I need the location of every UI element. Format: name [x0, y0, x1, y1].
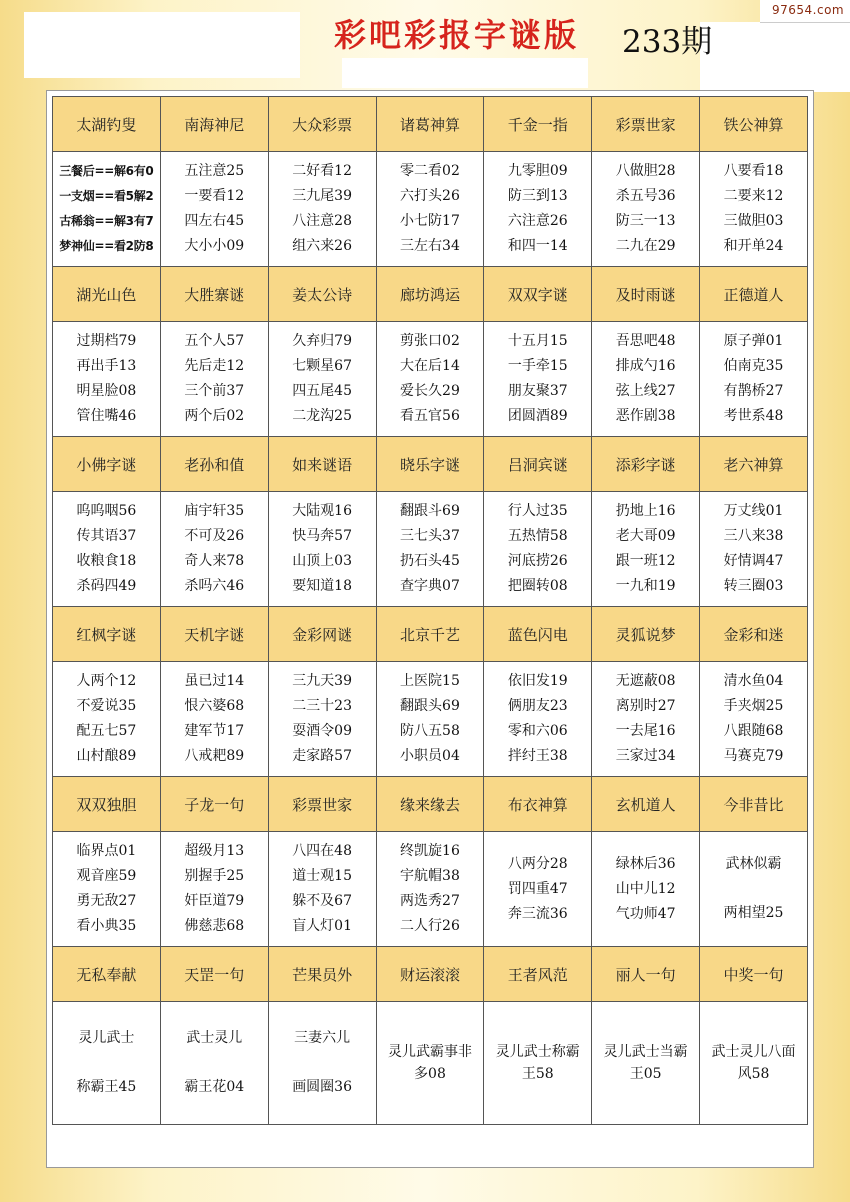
- riddle-line: 三九天39: [292, 673, 353, 689]
- riddle-cell: [484, 832, 592, 947]
- riddle-line: 翻跟斗69: [400, 503, 460, 519]
- issue-number: 233期: [622, 24, 713, 60]
- riddle-line: 两选秀27: [400, 893, 460, 909]
- riddle-line: 翻跟头69: [400, 698, 460, 714]
- content-row: [53, 832, 808, 947]
- riddle-line: 先后走12: [184, 358, 245, 374]
- content-row: [53, 662, 808, 777]
- column-header: 金彩网谜: [268, 607, 376, 662]
- riddle-line: 两个后02: [184, 408, 245, 424]
- riddle-line: 团圆酒89: [507, 408, 568, 424]
- riddle-cell: [376, 832, 484, 947]
- riddle-cell: [53, 322, 161, 437]
- riddle-cell: [484, 322, 592, 437]
- page-title: 彩吧彩报字谜版: [334, 16, 580, 54]
- riddle-line: 八四在48: [292, 843, 353, 859]
- riddle-line: 和四一14: [507, 238, 568, 254]
- riddle-line: 宇航帽38: [400, 868, 460, 884]
- riddle-line: 伯南克35: [723, 358, 784, 374]
- riddle-line: 九零胆09: [507, 163, 568, 179]
- riddle-line: 管住嘴46: [76, 408, 137, 424]
- column-header: 正德道人: [700, 267, 808, 322]
- riddle-line: 一要看12: [184, 188, 245, 204]
- riddle-line: 杀五号36: [615, 188, 676, 204]
- riddle-line: 梦神仙==看2防8: [59, 239, 154, 253]
- riddle-line: 画圆圈36: [292, 1079, 353, 1095]
- riddle-cell: [160, 322, 268, 437]
- riddle-line: 称霸王45: [76, 1079, 137, 1095]
- riddle-line: 灵儿武士当霸王05: [603, 1044, 688, 1082]
- riddle-line: 恶作剧38: [615, 408, 676, 424]
- column-header: 及时雨谜: [592, 267, 700, 322]
- riddle-cell: [592, 832, 700, 947]
- riddle-line: 大小小09: [184, 238, 245, 254]
- riddle-line: 道士观15: [292, 868, 353, 884]
- blank-box-right: [700, 22, 850, 92]
- riddle-line: 爱长久29: [400, 383, 460, 399]
- riddle-line: 大在后14: [400, 358, 460, 374]
- content-row: [53, 152, 808, 267]
- riddle-line: 八戒耙89: [184, 748, 245, 764]
- column-header: 双双独胆: [53, 777, 161, 832]
- riddle-cell: [53, 832, 161, 947]
- riddle-line: 奔三流36: [507, 905, 568, 922]
- riddle-line: 山中儿12: [615, 880, 676, 897]
- riddle-line: 小七防17: [400, 213, 460, 229]
- riddle-cell: [376, 1002, 484, 1125]
- riddle-table: [52, 96, 808, 1125]
- riddle-line: 防三一13: [615, 213, 676, 229]
- riddle-line: 武林似霸: [725, 856, 782, 872]
- column-header: 湖光山色: [53, 267, 161, 322]
- header-row: [53, 607, 808, 662]
- riddle-line: 五热情58: [507, 528, 568, 544]
- riddle-line: 明星脸08: [76, 383, 137, 399]
- riddle-cell: [592, 322, 700, 437]
- riddle-cell: [700, 152, 808, 267]
- riddle-line: 零和六06: [507, 723, 568, 739]
- riddle-line: 恨六婆68: [184, 698, 245, 714]
- riddle-line: 庙宇轩35: [184, 503, 245, 519]
- riddle-line: 山顶上03: [292, 553, 353, 569]
- riddle-line: 武士灵儿: [186, 1030, 243, 1046]
- column-header: 灵狐说梦: [592, 607, 700, 662]
- riddle-cell: [700, 832, 808, 947]
- riddle-line: 两相望25: [723, 905, 784, 921]
- riddle-cell: [592, 662, 700, 777]
- riddle-cell: [268, 492, 376, 607]
- riddle-line: 灵儿武霸事非多08: [387, 1044, 472, 1082]
- header-row: [53, 947, 808, 1002]
- riddle-line: 一支烟==看5解2: [59, 189, 154, 203]
- header-row: [53, 97, 808, 152]
- riddle-line: 行人过35: [507, 503, 568, 519]
- riddle-line: 一去尾16: [615, 723, 676, 739]
- column-header: 北京千艺: [376, 607, 484, 662]
- riddle-line: 三九尾39: [292, 188, 353, 204]
- column-header: 诸葛神算: [376, 97, 484, 152]
- header-row: [53, 437, 808, 492]
- riddle-line: 清水鱼04: [723, 673, 784, 689]
- riddle-line: 气功师47: [615, 905, 676, 922]
- riddle-cell: [592, 1002, 700, 1125]
- riddle-line: 离别时27: [615, 698, 676, 714]
- riddle-line: 俩朋友23: [507, 698, 568, 714]
- column-header: 老孙和值: [160, 437, 268, 492]
- watermark-text: 97654.com: [772, 3, 845, 17]
- riddle-line: 好情调47: [723, 553, 784, 569]
- riddle-cell: [160, 832, 268, 947]
- riddle-line: 六注意26: [507, 213, 568, 229]
- riddle-cell: [376, 322, 484, 437]
- riddle-line: 收粮食18: [76, 553, 137, 569]
- riddle-line: 奇人来78: [184, 553, 245, 569]
- riddle-cell: [700, 662, 808, 777]
- riddle-cell: [484, 1002, 592, 1125]
- riddle-line: 久弃归79: [292, 333, 353, 349]
- riddle-line: 二要来12: [723, 188, 784, 204]
- column-header: 姜太公诗: [268, 267, 376, 322]
- column-header: 南海神尼: [160, 97, 268, 152]
- riddle-line: 二九在29: [615, 238, 676, 254]
- column-header: 无私奉献: [53, 947, 161, 1002]
- riddle-line: 终凯旋16: [400, 843, 460, 859]
- riddle-line: 四左右45: [184, 213, 245, 229]
- riddle-line: 走家路57: [292, 748, 353, 764]
- column-header: 玄机道人: [592, 777, 700, 832]
- riddle-cell: [484, 152, 592, 267]
- riddle-line: 临界点01: [76, 843, 137, 859]
- riddle-line: 杀码四49: [76, 578, 137, 594]
- riddle-line: 原子弹01: [723, 333, 784, 349]
- blank-box-center: [342, 58, 588, 88]
- riddle-line: 老大哥09: [615, 528, 676, 544]
- column-header: 缘来缘去: [376, 777, 484, 832]
- riddle-line: 跟一班12: [615, 553, 676, 569]
- riddle-line: 再出手13: [76, 358, 137, 374]
- riddle-line: 上医院15: [400, 673, 460, 689]
- riddle-cell: [53, 492, 161, 607]
- riddle-line: 防八五58: [400, 723, 460, 739]
- column-header: 吕洞宾谜: [484, 437, 592, 492]
- column-header: 中奖一句: [700, 947, 808, 1002]
- riddle-line: 三餐后==解6有0: [59, 164, 154, 178]
- riddle-cell: [53, 1002, 161, 1125]
- riddle-line: 和开单24: [723, 238, 784, 254]
- line-gap: [700, 877, 807, 901]
- riddle-line: 霸王花04: [184, 1079, 245, 1095]
- riddle-line: 三家过34: [615, 748, 676, 764]
- riddle-line: 人两个12: [76, 673, 137, 689]
- riddle-line: 无遮蔽08: [615, 673, 676, 689]
- riddle-cell: [376, 152, 484, 267]
- column-header: 芒果员外: [268, 947, 376, 1002]
- column-header: 大众彩票: [268, 97, 376, 152]
- riddle-cell: [700, 492, 808, 607]
- riddle-line: 查字典07: [400, 578, 460, 594]
- riddle-line: 有鹊桥27: [723, 383, 784, 399]
- riddle-cell: [700, 1002, 808, 1125]
- column-header: 晓乐字谜: [376, 437, 484, 492]
- riddle-line: 建军节17: [184, 723, 245, 739]
- riddle-line: 灵儿武士称霸王58: [495, 1044, 580, 1082]
- content-row: [53, 322, 808, 437]
- riddle-line: 十五月15: [507, 333, 568, 349]
- riddle-line: 呜呜咽56: [76, 503, 137, 519]
- riddle-line: 考世系48: [723, 408, 784, 424]
- riddle-line: 看五官56: [400, 408, 460, 424]
- riddle-line: 六打头26: [400, 188, 460, 204]
- column-header: 彩票世家: [268, 777, 376, 832]
- riddle-line: 配五七57: [76, 723, 137, 739]
- riddle-line: 零二看02: [400, 163, 460, 179]
- riddle-line: 勇无敌27: [76, 893, 137, 909]
- riddle-line: 二好看12: [292, 163, 353, 179]
- riddle-line: 三个前37: [184, 383, 245, 399]
- riddle-cell: [592, 152, 700, 267]
- riddle-line: 要知道18: [292, 578, 353, 594]
- column-header: 天罡一句: [160, 947, 268, 1002]
- riddle-cell: [160, 492, 268, 607]
- riddle-line: 一九和19: [615, 578, 676, 594]
- riddle-cell: [376, 492, 484, 607]
- column-header: 如来谜语: [268, 437, 376, 492]
- column-header: 双双字谜: [484, 267, 592, 322]
- column-header: 今非昔比: [700, 777, 808, 832]
- column-header: 王者风范: [484, 947, 592, 1002]
- riddle-line: 防三到13: [507, 188, 568, 204]
- riddle-line: 八要看18: [723, 163, 784, 179]
- riddle-line: 拌纣王38: [507, 748, 568, 764]
- riddle-line: 剪张口02: [400, 333, 460, 349]
- riddle-line: 一手牵15: [507, 358, 568, 374]
- riddle-cell: [376, 662, 484, 777]
- column-header: 千金一指: [484, 97, 592, 152]
- riddle-line: 罚四重47: [507, 880, 568, 897]
- riddle-cell: [53, 662, 161, 777]
- content-row: [53, 1002, 808, 1125]
- riddle-line: 小职员04: [400, 748, 460, 764]
- riddle-line: 盲人灯01: [292, 918, 353, 934]
- riddle-line: 传其语37: [76, 528, 137, 544]
- riddle-cell: [160, 662, 268, 777]
- riddle-line: 弦上线27: [615, 383, 676, 399]
- riddle-line: 别握手25: [184, 868, 245, 884]
- column-header: 红枫字谜: [53, 607, 161, 662]
- header-row: [53, 267, 808, 322]
- column-header: 小佛字谜: [53, 437, 161, 492]
- riddle-cell: [268, 662, 376, 777]
- column-header: 蓝色闪电: [484, 607, 592, 662]
- riddle-line: 二人行26: [400, 918, 460, 934]
- riddle-cell: [700, 322, 808, 437]
- riddle-line: 大陆观16: [292, 503, 353, 519]
- riddle-line: 四五尾45: [292, 383, 353, 399]
- riddle-cell: [160, 1002, 268, 1125]
- riddle-line: 武士灵儿八面风58: [711, 1044, 796, 1082]
- column-header: 铁公神算: [700, 97, 808, 152]
- column-header: 老六神算: [700, 437, 808, 492]
- riddle-line: 绿林后36: [615, 855, 676, 872]
- blank-box-left: [24, 12, 300, 78]
- riddle-line: 不爱说35: [76, 698, 137, 714]
- column-header: 天机字谜: [160, 607, 268, 662]
- riddle-line: 手夹烟25: [723, 698, 784, 714]
- riddle-cell: [160, 152, 268, 267]
- column-header: 丽人一句: [592, 947, 700, 1002]
- riddle-line: 三做胆03: [723, 213, 784, 229]
- riddle-line: 三八来38: [723, 528, 784, 544]
- riddle-line: 山村酿89: [76, 748, 137, 764]
- riddle-line: 佛慈悲68: [184, 918, 245, 934]
- riddle-line: 扔地上16: [615, 503, 676, 519]
- riddle-line: 二三十23: [292, 698, 353, 714]
- column-header: 金彩和迷: [700, 607, 808, 662]
- riddle-line: 超级月13: [184, 843, 245, 859]
- riddle-line: 虽已过14: [184, 673, 245, 689]
- column-header: 太湖钓叟: [53, 97, 161, 152]
- riddle-line: 河底捞26: [507, 553, 568, 569]
- riddle-line: 八做胆28: [615, 163, 676, 179]
- riddle-line: 奸臣道79: [184, 893, 245, 909]
- riddle-line: 吾思吧48: [615, 333, 676, 349]
- riddle-line: 八注意28: [292, 213, 353, 229]
- riddle-line: 七颗星67: [292, 358, 353, 374]
- riddle-line: 快马奔57: [292, 528, 353, 544]
- riddle-line: 躲不及67: [292, 893, 353, 909]
- riddle-line: 三妻六儿: [294, 1030, 351, 1046]
- riddle-line: 灵儿武士: [78, 1030, 135, 1046]
- content-row: [53, 492, 808, 607]
- line-gap: [53, 1051, 160, 1075]
- line-gap: [161, 1051, 268, 1075]
- riddle-line: 五个人57: [184, 333, 245, 349]
- riddle-line: 杀吗六46: [184, 578, 245, 594]
- top-banner: [0, 0, 850, 86]
- riddle-cell: [268, 832, 376, 947]
- riddle-line: 依旧发19: [507, 673, 568, 689]
- riddle-line: 观音座59: [76, 868, 137, 884]
- riddle-line: 排成勺16: [615, 358, 676, 374]
- riddle-line: 转三圈03: [723, 578, 784, 594]
- riddle-cell: [268, 322, 376, 437]
- header-row: [53, 777, 808, 832]
- riddle-line: 扔石头45: [400, 553, 460, 569]
- riddle-line: 马赛克79: [723, 748, 784, 764]
- column-header: 彩票世家: [592, 97, 700, 152]
- riddle-line: 古稀翁==解3有7: [59, 214, 154, 228]
- riddle-line: 八两分28: [507, 855, 568, 872]
- riddle-cell: [484, 662, 592, 777]
- column-header: 子龙一句: [160, 777, 268, 832]
- riddle-line: 不可及26: [184, 528, 245, 544]
- riddle-line: 把圈转08: [507, 578, 568, 594]
- riddle-line: 三左右34: [400, 238, 460, 254]
- riddle-line: 耍酒令09: [292, 723, 353, 739]
- column-header: 大胜寨谜: [160, 267, 268, 322]
- riddle-line: 五注意25: [184, 163, 245, 179]
- riddle-line: 二龙沟25: [292, 408, 353, 424]
- riddle-line: 组六来26: [292, 238, 353, 254]
- riddle-line: 看小典35: [76, 918, 137, 934]
- riddle-cell: [268, 152, 376, 267]
- riddle-cell: [268, 1002, 376, 1125]
- line-gap: [269, 1051, 376, 1075]
- column-header: 布衣神算: [484, 777, 592, 832]
- column-header: 财运滚滚: [376, 947, 484, 1002]
- riddle-line: 万丈线01: [723, 503, 784, 519]
- riddle-cell: [592, 492, 700, 607]
- riddle-cell: [484, 492, 592, 607]
- riddle-line: 朋友聚37: [507, 383, 568, 399]
- riddle-line: 八跟随68: [723, 723, 784, 739]
- riddle-line: 三七头37: [400, 528, 460, 544]
- column-header: 廊坊鸿运: [376, 267, 484, 322]
- riddle-cell: [53, 152, 161, 267]
- riddle-line: 过期档79: [76, 333, 137, 349]
- column-header: 添彩字谜: [592, 437, 700, 492]
